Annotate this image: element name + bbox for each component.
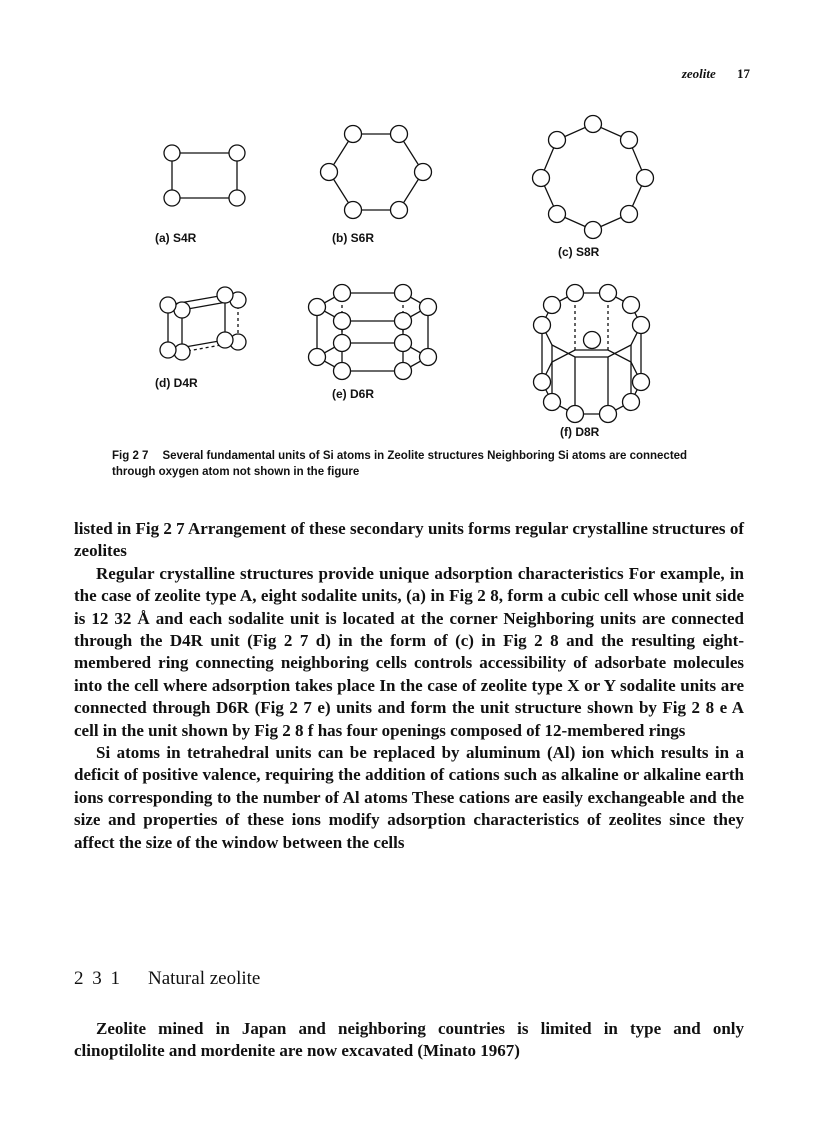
s4r-diagram (164, 145, 245, 206)
section-paragraph: Zeolite mined in Japan and neighboring countries is limited in type and only clinoptilolite and mordenite are now excavated (Minato 1967) (74, 1019, 744, 1061)
caption-number: Fig 2 7 (112, 450, 149, 462)
section-body (74, 1018, 744, 1063)
figure-2-7 (110, 100, 690, 445)
d8r-diagram (534, 285, 650, 423)
figure-label-a: (a) S4R (155, 231, 197, 245)
caption-text: Several fundamental units of Si atoms in Zeolite structures Neighboring Si atoms are connected through oxygen atom not shown in the figure (112, 450, 688, 478)
s6r-diagram (321, 126, 432, 219)
body-text (74, 518, 744, 854)
figure-label-e: (e) D6R (332, 387, 375, 401)
figure-label-f: (f) D8R (560, 425, 600, 439)
section-heading (74, 968, 260, 990)
d6r-diagram (309, 285, 437, 380)
section-title: Natural zeolite (148, 968, 261, 989)
figure-caption (112, 448, 712, 480)
s8r-diagram (533, 116, 654, 239)
running-head (682, 66, 750, 82)
page-number: 17 (737, 66, 750, 81)
paragraph-2: Regular crystalline structures provide unique adsorption characteristics For example, in the case of zeolite type A, eight sodalite units, (a) in Fig 2 8, form a cubic cell whose unit side is 12 32 Å and each sodalite unit is located at the corner Neighboring units are connected through the D4R unit (Fig 2 7 d) in the form of (c) in Fig 2 8 and the resulting eight-membered ring connecting neighboring cells controls accessibility of adsorbate molecules into the cell where adsorption takes place In the case of zeolite type X or Y sodalite units are connected through D6R (Fig 2 7 e) units and form the unit structure shown by Fig 2 8 e A cell in the unit shown by Fig 2 8 f has four openings composed of 12-membered rings (74, 563, 744, 740)
paragraph-3: Si atoms in tetrahedral units can be replaced by aluminum (Al) ion which results in a deficit of positive valence, requiring the addition of cations such as alkaline or alkaline earth ions corresponding to the number of Al atoms These cations are easily exchangeable and the size and properties of these ions modify adsorption characteristics of zeolites since they affect the size of the window between the cells (74, 743, 744, 852)
d4r-diagram (160, 287, 246, 360)
section-number: 2 3 1 (74, 968, 122, 989)
figure-label-d: (d) D4R (155, 376, 198, 390)
figure-label-b: (b) S6R (332, 231, 374, 245)
paragraph-1: listed in Fig 2 7 Arrangement of these secondary units forms regular crystalline structures of zeolites (74, 519, 744, 561)
figure-label-c: (c) S8R (558, 245, 600, 259)
figure-diagram (110, 100, 690, 445)
running-head-title: zeolite (681, 66, 716, 81)
